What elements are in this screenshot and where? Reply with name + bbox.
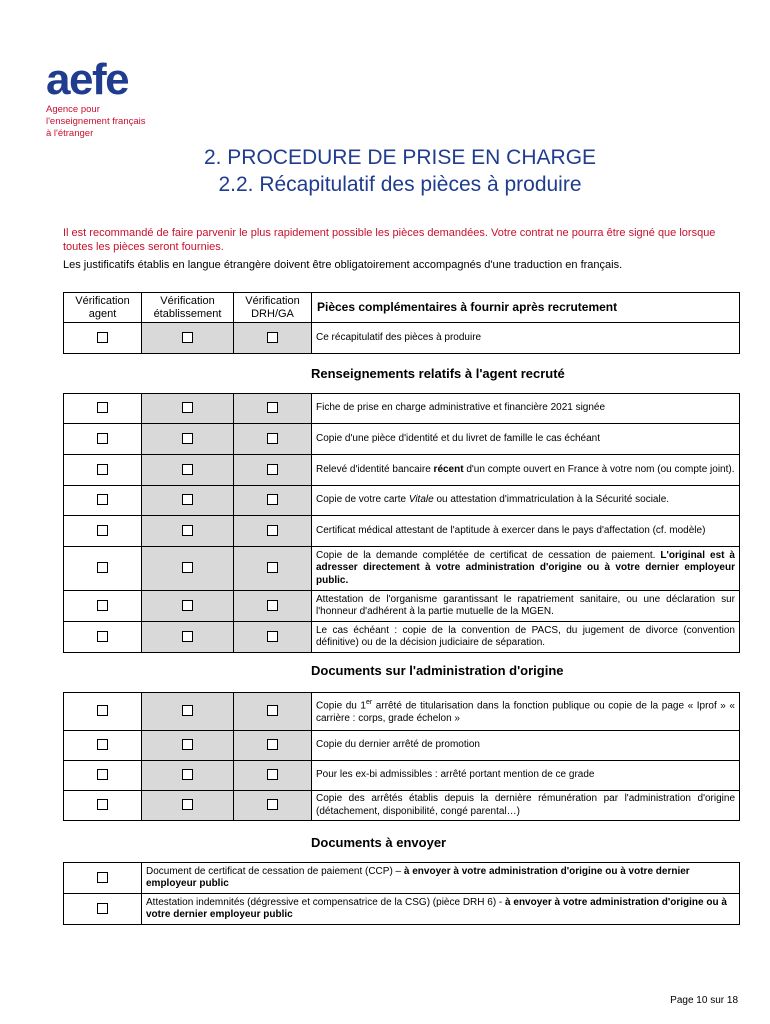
checkbox[interactable] [182, 332, 193, 343]
item-description: Copie de votre carte Vitale ou attestation d'immatriculation à la Sécurité sociale. [312, 486, 740, 516]
checkbox[interactable] [97, 872, 108, 883]
checkbox[interactable] [182, 402, 193, 413]
item-description: Attestation de l'organisme garantissant le rapatriement sanitaire, ou une déclaration sur l'honneur d'adhérent à la partie mutuelle de la MGEN. [312, 591, 740, 622]
checkbox[interactable] [182, 705, 193, 716]
item-description: Relevé d'identité bancaire récent d'un compte ouvert en France à votre nom (ou compte joint). [312, 455, 740, 486]
agent-table [63, 393, 740, 653]
checkbox[interactable] [267, 494, 278, 505]
checkbox[interactable] [182, 525, 193, 536]
item-description: Pour les ex-bi admissibles : arrêté portant mention de ce grade [312, 761, 740, 791]
header-table [63, 292, 740, 354]
item-description: Document de certificat de cessation de paiement (CCP) – à envoyer à votre administration d'origine ou à votre dernier employeur public [142, 863, 740, 894]
logo-sub-line-3: à l'étranger [46, 128, 94, 139]
checkbox[interactable] [267, 739, 278, 750]
warning-text: Il est recommandé de faire parvenir le plus rapidement possible les pièces demandées. Votre contrat ne pourra être signé que lorsque toutes les pièces seront fournies. [63, 227, 716, 253]
page-subtitle: 2.2. Récapitulatif des pièces à produire [218, 173, 582, 196]
item-description: Fiche de prise en charge administrative et financière 2021 signée [312, 394, 740, 424]
checkbox[interactable] [267, 631, 278, 642]
section-title-send: Documents à envoyer [311, 835, 447, 850]
checkbox[interactable] [182, 433, 193, 444]
col-header-etablissement: Vérification établissement [142, 293, 234, 323]
checkbox[interactable] [97, 525, 108, 536]
translation-note: Les justificatifs établis en langue étrangère doivent être obligatoirement accompagnés d'une traduction en français. [63, 259, 623, 271]
checkbox[interactable] [267, 332, 278, 343]
send-table [63, 862, 740, 925]
page-number: Page 10 sur 18 [670, 995, 738, 1006]
checkbox[interactable] [97, 433, 108, 444]
item-description: Copie des arrêtés établis depuis la dernière rémunération par l'administration d'origine (détachement, disponibilité, congé parental…) [312, 791, 740, 821]
item-description: Certificat médical attestant de l'aptitude à exercer dans le pays d'affectation (cf. modèle) [312, 516, 740, 547]
item-description: Copie de la demande complétée de certificat de cessation de paiement. L'original est à adresser directement à votre administration d'origine ou à votre dernier employeur public. [312, 547, 740, 591]
checkbox[interactable] [182, 464, 193, 475]
checkbox[interactable] [267, 799, 278, 810]
checkbox[interactable] [97, 600, 108, 611]
checkbox[interactable] [97, 769, 108, 780]
checkbox-cell-etablissement [142, 323, 234, 354]
col-header-agent: Vérification agent [64, 293, 142, 323]
checkbox[interactable] [97, 705, 108, 716]
checkbox[interactable] [182, 562, 193, 573]
logo-mark: aefe [46, 55, 129, 104]
logo-subtitle [46, 104, 146, 140]
checkbox[interactable] [267, 402, 278, 413]
item-description: Le cas échéant : copie de la convention de PACS, du jugement de divorce (convention définitive) ou de la décision judiciaire de séparation. [312, 622, 740, 653]
col-header-drh: Vérification DRH/GA [234, 293, 312, 323]
section-title-admin: Documents sur l'administration d'origine [311, 663, 564, 678]
checkbox[interactable] [97, 402, 108, 413]
checkbox[interactable] [97, 739, 108, 750]
checkbox[interactable] [267, 600, 278, 611]
section-title-agent: Renseignements relatifs à l'agent recruté [311, 366, 565, 381]
checkbox[interactable] [267, 433, 278, 444]
item-description: Copie d'une pièce d'identité et du livret de famille le cas échéant [312, 424, 740, 455]
intro-text [63, 226, 739, 272]
aefe-logo [46, 55, 146, 140]
admin-table [63, 692, 740, 821]
checkbox[interactable] [182, 600, 193, 611]
logo-sub-line-1: Agence pour [46, 104, 100, 115]
checkbox[interactable] [97, 799, 108, 810]
checkbox[interactable] [97, 903, 108, 914]
checkbox[interactable] [182, 494, 193, 505]
item-description: Attestation indemnités (dégressive et compensatrice de la CSG) (pièce DRH 6) - à envoyer à votre administration d'origine ou à votre dernier employeur public [142, 894, 740, 925]
checkbox[interactable] [182, 799, 193, 810]
checkbox[interactable] [182, 769, 193, 780]
page-title: 2. PROCEDURE DE PRISE EN CHARGE [203, 146, 597, 169]
checkbox-cell-agent [64, 323, 142, 354]
checkbox[interactable] [97, 631, 108, 642]
col-header-pieces: Pièces complémentaires à fournir après recrutement [312, 293, 740, 323]
logo-sub-line-2: l'enseignement français [46, 116, 146, 127]
checkbox-cell-drh [234, 323, 312, 354]
checkbox[interactable] [267, 525, 278, 536]
item-description: Copie du dernier arrêté de promotion [312, 731, 740, 761]
checkbox[interactable] [97, 332, 108, 343]
checkbox[interactable] [97, 464, 108, 475]
checkbox[interactable] [182, 739, 193, 750]
page-titles [0, 144, 770, 198]
checkbox[interactable] [267, 705, 278, 716]
checkbox[interactable] [97, 562, 108, 573]
checkbox[interactable] [182, 631, 193, 642]
item-description: Ce récapitulatif des pièces à produire [312, 323, 740, 354]
item-description: Copie du 1er arrêté de titularisation dans la fonction publique ou copie de la page « Iprof » « carrière : corps, grade échelon » [312, 693, 740, 731]
checkbox[interactable] [267, 464, 278, 475]
checkbox[interactable] [267, 562, 278, 573]
checkbox[interactable] [267, 769, 278, 780]
checkbox[interactable] [97, 494, 108, 505]
